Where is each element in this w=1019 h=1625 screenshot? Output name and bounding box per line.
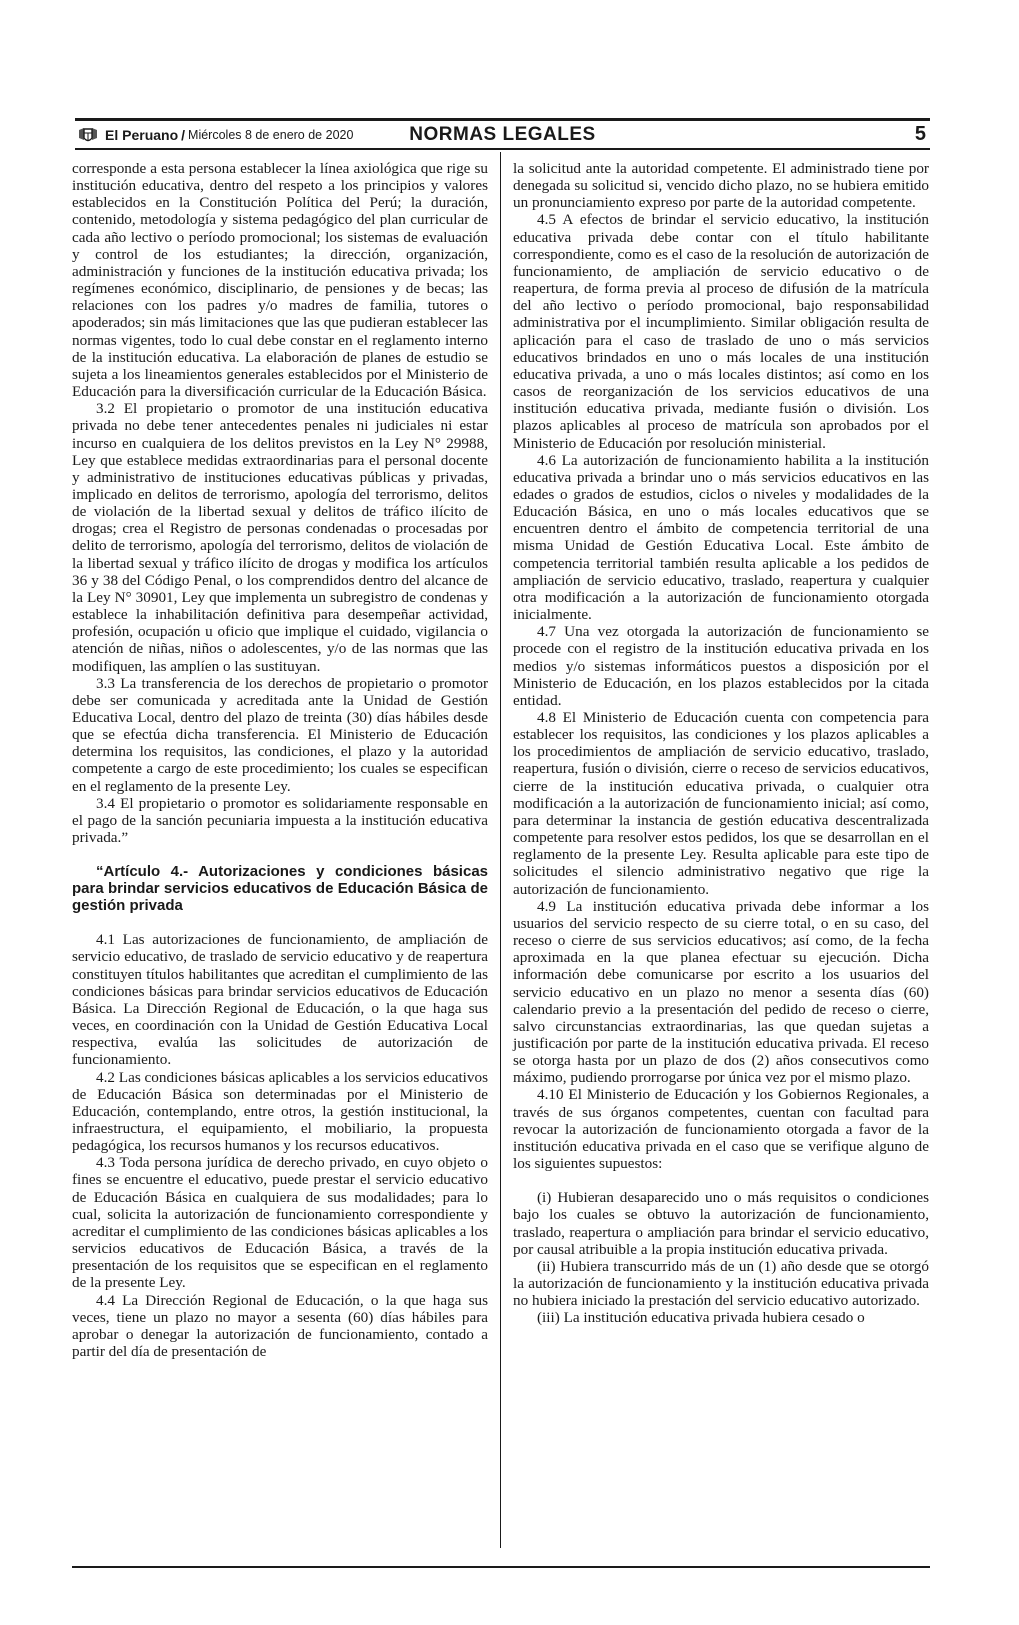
paragraph: corresponde a esta persona establecer la línea axiológica que rige su institución educativa, dentro del respeto a los principios y valores establecidos en la Constitución Política del Perú; la duración, contenido, metodología y sistema pedagógico del plan curricular de cada año lectivo o período promocional; los sistemas de evaluación y control de los estudiantes; la dirección, organización, administración y funciones de la institución educativa privada; los regímenes económico, disciplinario, de pensiones y de becas; las relaciones con los padres y/o madres de familia, tutores o apoderados; sin más limitaciones que las que pudieran establecer las normas vigentes, todo lo cual debe constar en el reglamento interno de la institución educativa. La elaboración de planes de estudio se sujeta a los lineamientos generales establecidos por el Ministerio de Educación para la diversificación curricular de la Educación Básica. — [72, 160, 488, 401]
left-column — [72, 160, 488, 1360]
paragraph: 4.4 La Dirección Regional de Educación, o la que haga sus veces, tiene un plazo no mayor a sesenta (60) días hábiles para aprobar o denegar la autorización de funcionamiento, contado a partir del día de presentación de — [72, 1291, 488, 1360]
paragraph: (iii) La institución educativa privada hubiera cesado o — [537, 1309, 865, 1327]
paragraph: (i) Hubieran desaparecido uno o más requisitos o condiciones bajo los cuales se obtuvo la autorización de funcionamiento, traslado, reapertura o ampliación para brindar el servicio educativo, por causal atribuible a la propia institución educativa privada. — [513, 1189, 929, 1258]
paragraph-spacer — [72, 846, 488, 863]
page-number: 5 — [914, 123, 926, 145]
paragraph: 4.6 La autorización de funcionamiento habilita a la institución educativa privada a brindar uno o más servicios educativos en las edades o grados de estudios, ciclos o niveles y modalidades de la Educación Básica, en uno o más locales educativos que se encuentren dentro el ámbito de competencia territorial de una misma Unidad de Gestión Educativa Local. Este ámbito de competencia territorial también resulta aplicable a los pedidos de ampliación de servicio educativo, traslado, reapertura y cualquier otra modificación a la autorización de funcionamiento otorgada inicialmente. — [513, 451, 929, 624]
header-separator: / — [181, 127, 186, 143]
paragraph: 4.8 El Ministerio de Educación cuenta con competencia para establecer los requisitos, las condiciones y los plazos aplicables a los procedimientos de ampliación de servicio educativo, traslado, reapertura, fusión o división, cierre o receso de servicios educativos, cierre de la institución educativa privada, o cualquier otra modificación a la autorización de funcionamiento inicial; así como, para determinar la instancia de gestión educativa descentralizada competente para resolver estos pedidos, los que se desarrollan en el reglamento de la presente Ley. Resulta aplicable para este tipo de solicitudes el silencio administrativo negativo que rige la autorización de funcionamiento. — [513, 709, 929, 898]
paragraph: 4.7 Una vez otorgada la autorización de funcionamiento se procede con el registro de la institución educativa privada en los medios y/o sistemas informáticos puestos a disposición por el Ministerio de Educación, en los plazos establecidos por la citada entidad. — [513, 623, 929, 709]
paragraph: la solicitud ante la autoridad competente. El administrado tiene por denegada su solicitud si, vencido dicho plazo, no se hubiera emitido un pronunciamiento expreso por parte de la autoridad competente. — [513, 160, 929, 212]
issue-date: Miércoles 8 de enero de 2020 — [188, 128, 354, 142]
paragraph: 3.3 La transferencia de los derechos de propietario o promotor debe ser comunicada y acreditada ante la Unidad de Gestión Educativa Local, dentro del plazo de treinta (30) días hábiles desde que se efectúa dicha transferencia. El Ministerio de Educación determina los requisitos, las condiciones, el plazo y la autoridad competente a cargo de este procedimiento; los cuales se especifican en el reglamento de la presente Ley. — [72, 674, 488, 795]
paragraph-spacer — [72, 914, 488, 931]
paragraph: 4.1 Las autorizaciones de funcionamiento, de ampliación de servicio educativo, de traslado de servicio educativo y de reapertura constituyen títulos habilitantes que acreditan el cumplimiento de las condiciones básicas para brindar servicios educativos de Educación Básica. La Dirección Regional de Educación, o la que haga sus veces, en coordinación con la Unidad de Gestión Educativa Local respectiva, evalúa las solicitudes de autorización de funcionamiento. — [72, 931, 488, 1069]
paragraph: (ii) Hubiera transcurrido más de un (1) año desde que se otorgó la autorización de funcionamiento y la institución educativa privada no hubiera iniciado la prestación del servicio educativo autorizado. — [513, 1257, 929, 1310]
paragraph: 4.2 Las condiciones básicas aplicables a los servicios educativos de Educación Básica son determinadas por el Ministerio de Educación, contemplando, entre otros, la gestión institucional, la infraestructura, el equipamiento, el mobiliario, la propuesta pedagógica, los recursos humanos y los recursos educativos. — [72, 1068, 488, 1155]
paragraph: 3.4 El propietario o promotor es solidariamente responsable en el pago de la sanción pecuniaria impuesta a la institución educativa privada.” — [72, 794, 488, 847]
paragraph: 4.9 La institución educativa privada debe informar a los usuarios del servicio respecto de su cierre total, o en su caso, del receso o cierre de sus servicios educativos; así como, de la fecha aproximada en la que planea efectuar su ejecución. Dicha información debe comunicarse por escrito a los usuarios del servicio educativo en un plazo no menor a sesenta días (60) calendario previo a la presentación del pedido de receso o cierre, salvo circunstancias extraordinarias, las que quedan sujetas a justificación por parte de la institución educativa privada. El receso se otorga hasta por un plazo de dos (2) años consecutivos como máximo, pudiendo prorrogarse por única vez por el mismo plazo. — [513, 897, 929, 1087]
paragraph: 4.10 El Ministerio de Educación y los Gobiernos Regionales, a través de sus órganos competentes, cuentan con facultad para revocar la autorización de funcionamiento otorgada a favor de la institución educativa privada en el caso que se verifique alguno de los siguientes supuestos: — [513, 1086, 929, 1173]
footer-rule — [72, 1566, 930, 1568]
paragraph: 4.3 Toda persona jurídica de derecho privado, en cuyo objeto o fines se encuentre el educativo, puede prestar el servicio educativo de Educación Básica en cualquiera de sus modalidades; para lo cual, solicita la autorización de funcionamiento correspondiente y acreditar el cumplimiento de las condiciones básicas aplicables a los servicios educativos de Educación Básica, a través de la presentación de los requisitos que se especifican en el reglamento de la presente Ley. — [72, 1154, 488, 1292]
section-title: NORMAS LEGALES — [409, 124, 596, 145]
column-divider — [500, 152, 501, 1548]
paragraph: 4.5 A efectos de brindar el servicio educativo, la institución educativa privada debe contar con el título habilitante correspondiente, como es el caso de la resolución de autorización de funcionamiento, de ampliación de servicio educativo o de reapertura, de forma previa al proceso de difusión de la matrícula del año lectivo o período promocional, bajo responsabilidad administrativa por el incumplimiento. Similar obligación resulta de aplicación para el caso de traslado de uno o más servicios educativos brindados en uno o más locales de una institución educativa privada, a uno o más locales distintos; así como en los casos de reorganización de los servicios educativos de una institución educativa privada, mediante fusión o división. Los plazos aplicables al proceso de matrícula son aprobados por el Ministerio de Educación por resolución ministerial. — [513, 211, 929, 452]
paragraph-spacer — [513, 1172, 929, 1189]
right-column — [513, 160, 929, 1326]
newspaper-name: El Peruano — [105, 127, 179, 143]
paragraph: 3.2 El propietario o promotor de una institución educativa privada no debe tener antecedentes penales ni judiciales ni estar incurso en cualquiera de los delitos previstos en la Ley N° 29988, Ley que establece medidas extraordinarias para el personal docente y administrativo de instituciones educativas públicas y privadas, implicado en delitos de terrorismo, apología del terrorismo, delitos de violación de la libertad sexual y delitos de tráfico ilícito de drogas; crea el Registro de personas condenadas o procesadas por delito de terrorismo, apología del terrorismo, delitos de violación de la libertad sexual y tráfico ilícito de drogas y modifica los artículos 36 y 38 del Código Penal, o los comprendidos dentro del alcance de la Ley N° 30901, Ley que implementa un subregistro de condenas y establece la inhabilitación definitiva para desempeñar actividad, profesión, ocupación u oficio que implique el cuidado, vigilancia o atención de niñas, niños o adolescentes, y/o de las normas que las modifiquen, las amplíen o las sustituyan. — [72, 400, 488, 675]
article-heading: “Artículo 4.- Autorizaciones y condiciones básicas para brindar servicios educativos de Educación Básica de gestión privada — [72, 863, 488, 915]
page-header — [75, 118, 930, 150]
